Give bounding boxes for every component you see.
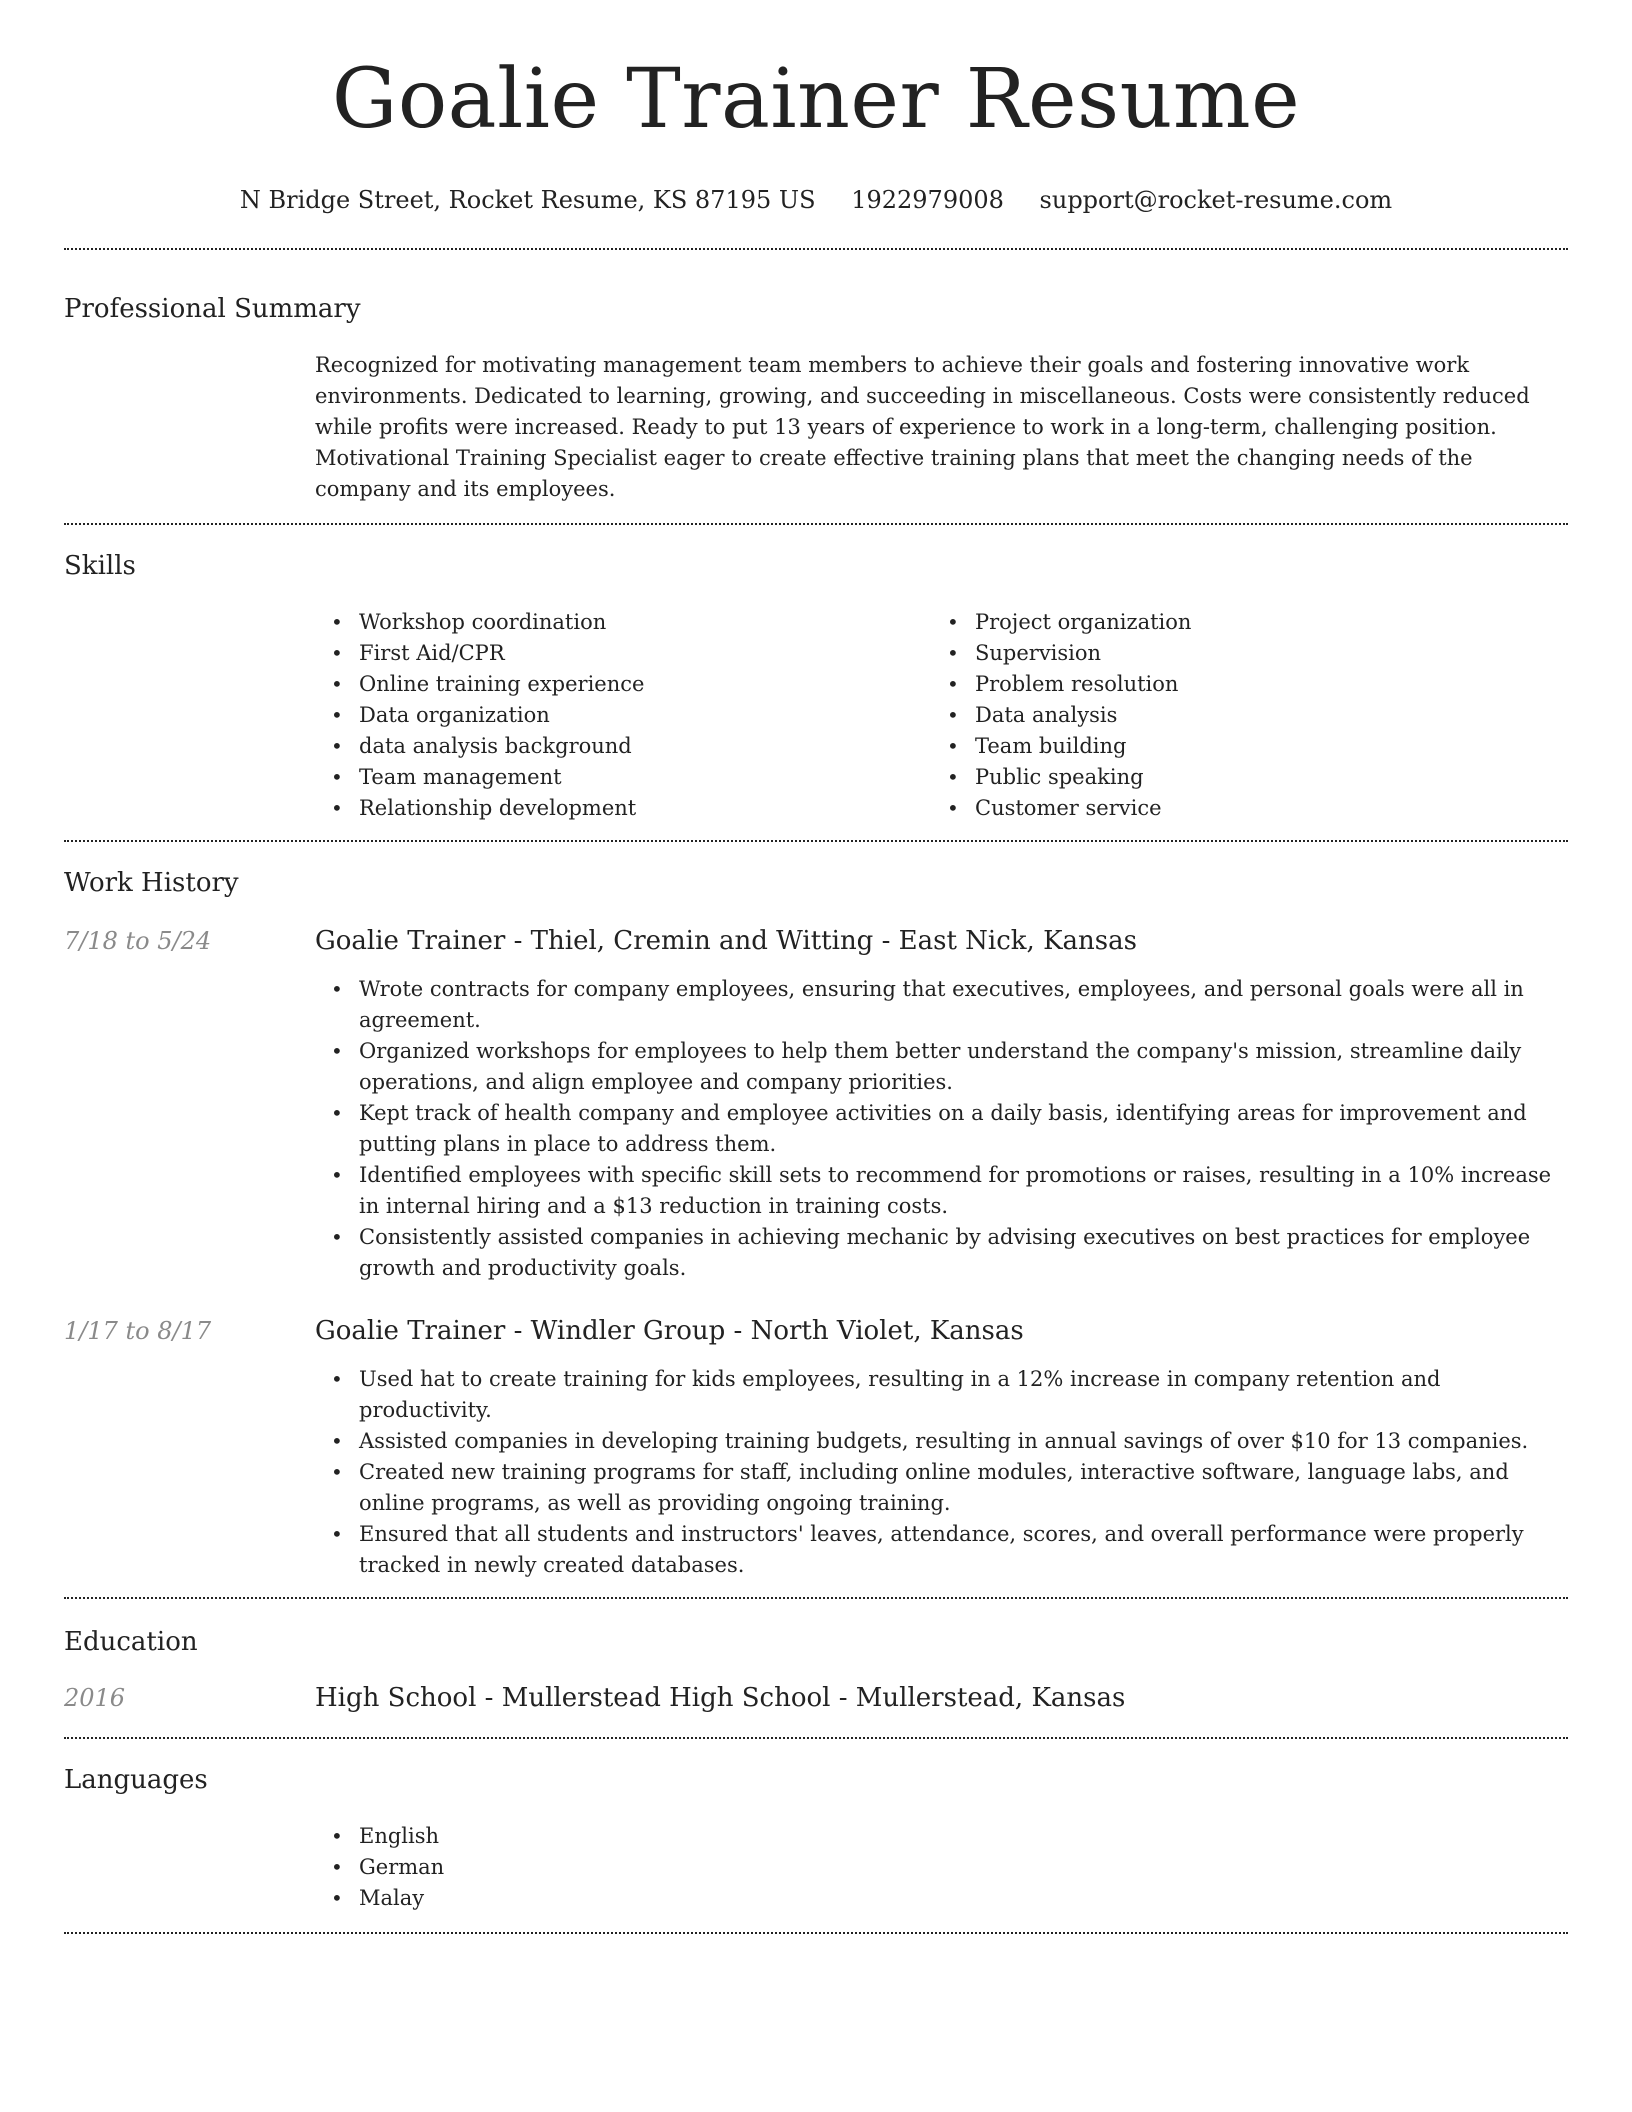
education-section xyxy=(64,1627,1568,1737)
divider xyxy=(64,248,1568,250)
divider xyxy=(64,1932,1568,1934)
skill-item: • Data organization xyxy=(315,700,931,731)
skill-item: • Supervision xyxy=(931,638,1547,669)
skill-item: • Data analysis xyxy=(931,700,1547,731)
summary-section xyxy=(64,294,1568,523)
languages-list xyxy=(315,1821,1568,1932)
skill-item: • Public speaking xyxy=(931,762,1547,793)
skill-item: • data analysis background xyxy=(315,731,931,762)
divider xyxy=(64,1737,1568,1739)
job-bullets xyxy=(315,1364,1568,1581)
job-bullet: • Wrote contracts for company employees, ensuring that executives, employees, and personal goals were all in agreement. xyxy=(315,974,1568,1036)
job-bullet: • Created new training programs for staff, including online modules, interactive software, language labs, and online programs, as well as providing ongoing training. xyxy=(315,1457,1568,1519)
job-dates: 1/17 to 8/17 xyxy=(64,1317,212,1345)
divider xyxy=(64,840,1568,842)
summary-text: Recognized for motivating management team members to achieve their goals and fostering innovative work environments. Dedicated to learning, growing, and succeeding in miscellaneous. Costs were consistently reduced while profits were increased. Ready to put 13 years of experience to work in a long-term, challenging position. Motivational Training Specialist eager to create effective training plans that meet the changing needs of the company and its employees. xyxy=(315,353,1530,501)
divider xyxy=(64,1597,1568,1599)
skill-item: • Team building xyxy=(931,731,1547,762)
languages-section xyxy=(64,1765,1568,1932)
job-bullets xyxy=(315,974,1568,1284)
section-heading-skills: Skills xyxy=(64,551,136,581)
skill-item: • Customer service xyxy=(931,793,1547,824)
job-entry xyxy=(64,1316,1568,1581)
skill-item: • Team management xyxy=(315,762,931,793)
job-dates: 7/18 to 5/24 xyxy=(64,927,212,955)
section-heading-work: Work History xyxy=(64,868,239,898)
divider xyxy=(64,523,1568,525)
job-bullet: • Kept track of health company and employee activities on a daily basis, identifying areas for improvement and putting plans in place to address them. xyxy=(315,1098,1568,1160)
education-title: High School - Mullerstead High School - Mullerstead, Kansas xyxy=(315,1683,1126,1713)
skills-columns xyxy=(315,607,1568,840)
language-item: • Malay xyxy=(315,1883,1568,1914)
skills-list-right xyxy=(931,607,1547,824)
job-bullet: • Identified employees with specific skill sets to recommend for promotions or raises, resulting in a 10% increase in internal hiring and a $13 reduction in training costs. xyxy=(315,1160,1568,1222)
skill-item: • Workshop coordination xyxy=(315,607,931,638)
job-title: Goalie Trainer - Thiel, Cremin and Witting - East Nick, Kansas xyxy=(315,926,1137,956)
skills-list-left xyxy=(315,607,931,824)
language-item: • German xyxy=(315,1852,1568,1883)
skill-item: • Problem resolution xyxy=(931,669,1547,700)
job-entry xyxy=(64,926,1568,1284)
job-bullet: • Consistently assisted companies in achieving mechanic by advising executives on best practices for employee growth and productivity goals. xyxy=(315,1222,1568,1284)
job-header xyxy=(64,926,1568,956)
contact-email: support@rocket-resume.com xyxy=(1039,186,1393,214)
language-item: • English xyxy=(315,1821,1568,1852)
skills-section xyxy=(64,551,1568,840)
contact-address: N Bridge Street, Rocket Resume, KS 87195 US xyxy=(239,186,816,214)
resume-title: Goalie Trainer Resume xyxy=(331,52,1301,147)
skill-item: • Project organization xyxy=(931,607,1547,638)
skill-item: • First Aid/CPR xyxy=(315,638,931,669)
work-section xyxy=(64,868,1568,1597)
section-heading-languages: Languages xyxy=(64,1765,208,1795)
education-year: 2016 xyxy=(64,1684,126,1712)
job-bullet: • Used hat to create training for kids employees, resulting in a 12% increase in company retention and productivity. xyxy=(315,1364,1568,1426)
skill-item: • Online training experience xyxy=(315,669,931,700)
contact-line xyxy=(64,186,1568,214)
contact-phone: 1922979008 xyxy=(851,186,1004,214)
job-bullet: • Organized workshops for employees to help them better understand the company's mission, streamline daily operations, and align employee and company priorities. xyxy=(315,1036,1568,1098)
job-bullet: • Ensured that all students and instructors' leaves, attendance, scores, and overall performance were properly tracked in newly created databases. xyxy=(315,1519,1568,1581)
skill-item: • Relationship development xyxy=(315,793,931,824)
education-entry xyxy=(64,1683,1568,1713)
section-heading-summary: Professional Summary xyxy=(64,294,361,324)
job-bullet: • Assisted companies in developing training budgets, resulting in annual savings of over $10 for 13 companies. xyxy=(315,1426,1568,1457)
job-title: Goalie Trainer - Windler Group - North Violet, Kansas xyxy=(315,1316,1024,1346)
job-header xyxy=(64,1316,1568,1346)
section-heading-education: Education xyxy=(64,1627,198,1657)
